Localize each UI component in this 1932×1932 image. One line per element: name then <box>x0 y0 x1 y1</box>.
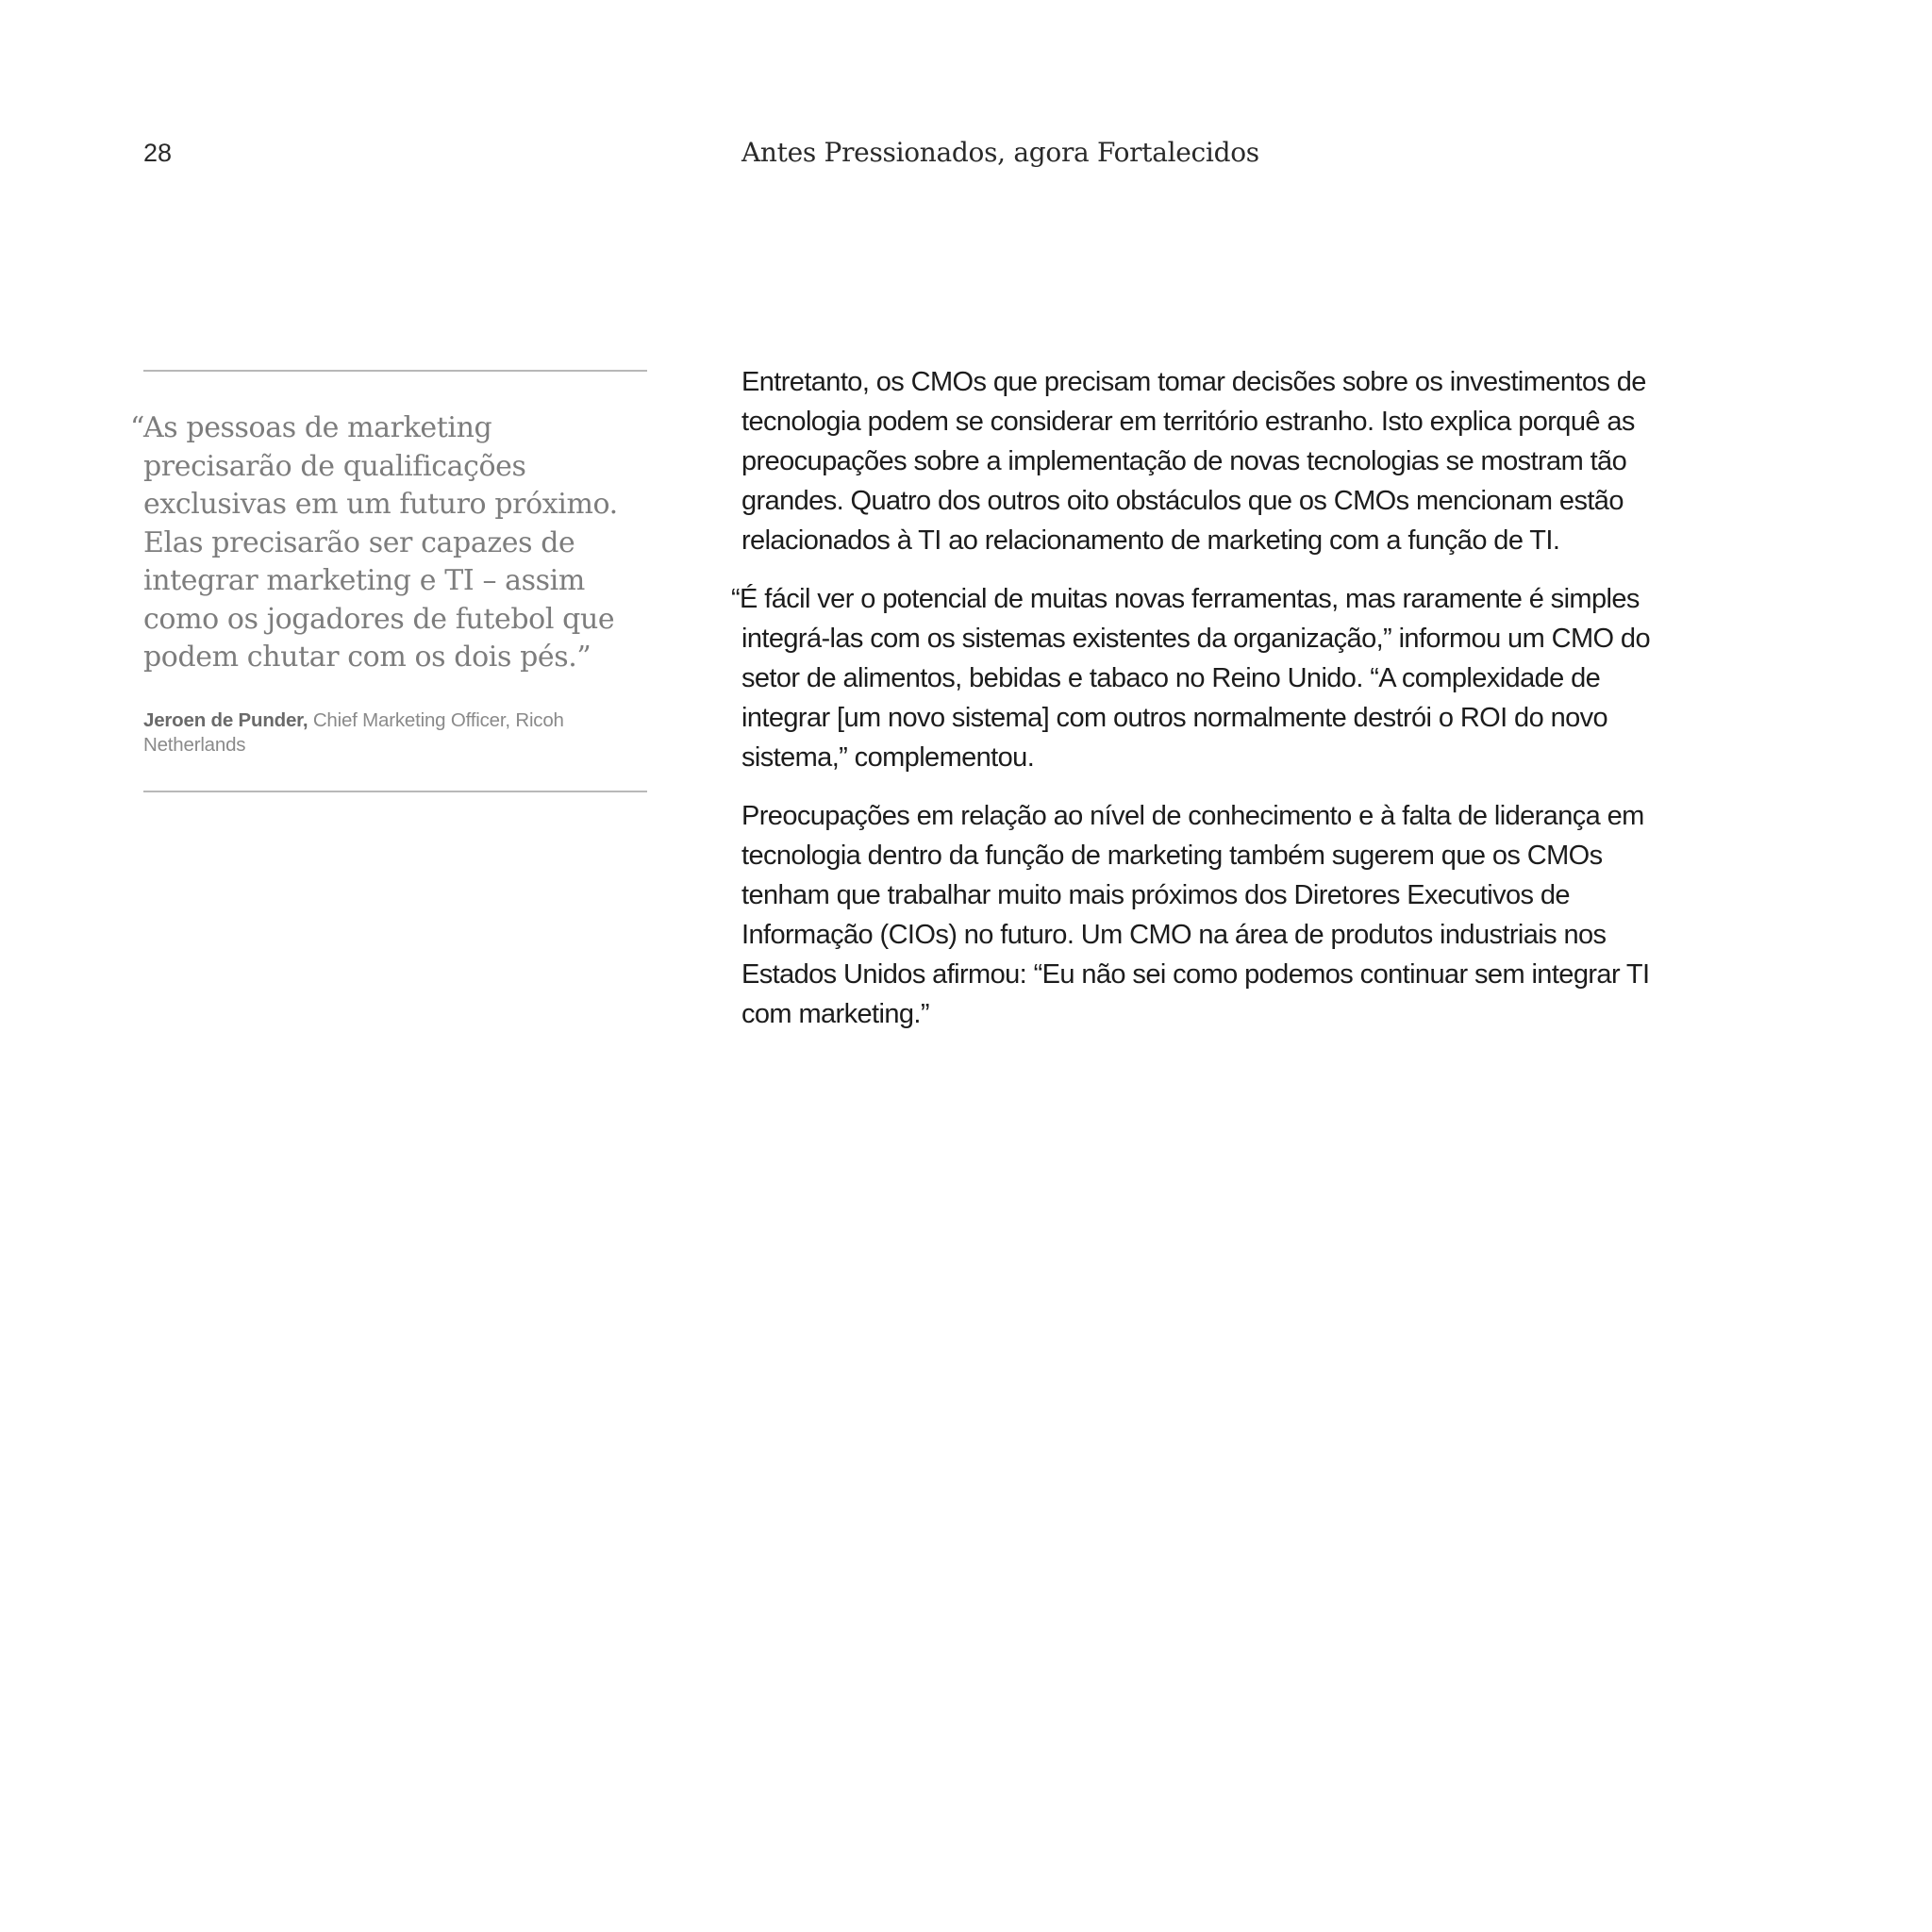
body-paragraph-3: Preocupações em relação ao nível de conhecimento e à falta de liderança em tecnologia dentro da função de marketing também sugerem que os CMOs tenham que trabalhar muito mais próximos dos Diretores Executivos de Informação (CIOs) no futuro. Um CMO na área de produtos industriais nos Estados Unidos afirmou: “Eu não sei como podemos continuar sem integrar TI com marketing.” <box>741 801 1650 1029</box>
attribution-role: Chief Marketing Officer, Ricoh Netherlands <box>143 708 564 756</box>
pull-quote-body: As pessoas de marketing precisarão de qualificações exclusivas em um futuro próximo. Elas precisarão ser capazes de integrar marketing e TI – assim como os jogadores de futebol que podem chutar com os dois pés.” <box>143 411 618 674</box>
running-title: Antes Pressionados, agora Fortalecidos <box>741 137 1259 168</box>
pull-quote-top-rule <box>143 370 647 372</box>
pull-quote <box>130 370 647 792</box>
attribution-name: Jeroen de Punder, <box>143 708 308 731</box>
pull-quote-open-mark: “ <box>130 411 144 444</box>
body-text-column <box>731 362 1666 1053</box>
page-number: 28 <box>143 139 173 167</box>
pull-quote-attribution <box>143 708 647 758</box>
pull-quote-text <box>130 409 647 677</box>
body-paragraph-2: “É fácil ver o potencial de muitas novas ferramentas, mas raramente é simples integrá-las com os sistemas existentes da organização,” informou um CMO do setor de alimentos, bebidas e tabaco no Reino Unido. “A complexidade de integrar [um novo sistema] com outros normalmente destrói o ROI do novo sistema,” complementou. <box>731 584 1650 773</box>
pull-quote-bottom-rule <box>143 791 647 792</box>
body-paragraph-1: Entretanto, os CMOs que precisam tomar decisões sobre os investimentos de tecnologia podem se considerar em território estranho. Isto explica porquê as preocupações sobre a implementação de novas tecnologias se mostram tão grandes. Quatro dos outros oito obstáculos que os CMOs mencionam estão relacionados à TI ao relacionamento de marketing com a função de TI. <box>741 367 1646 556</box>
